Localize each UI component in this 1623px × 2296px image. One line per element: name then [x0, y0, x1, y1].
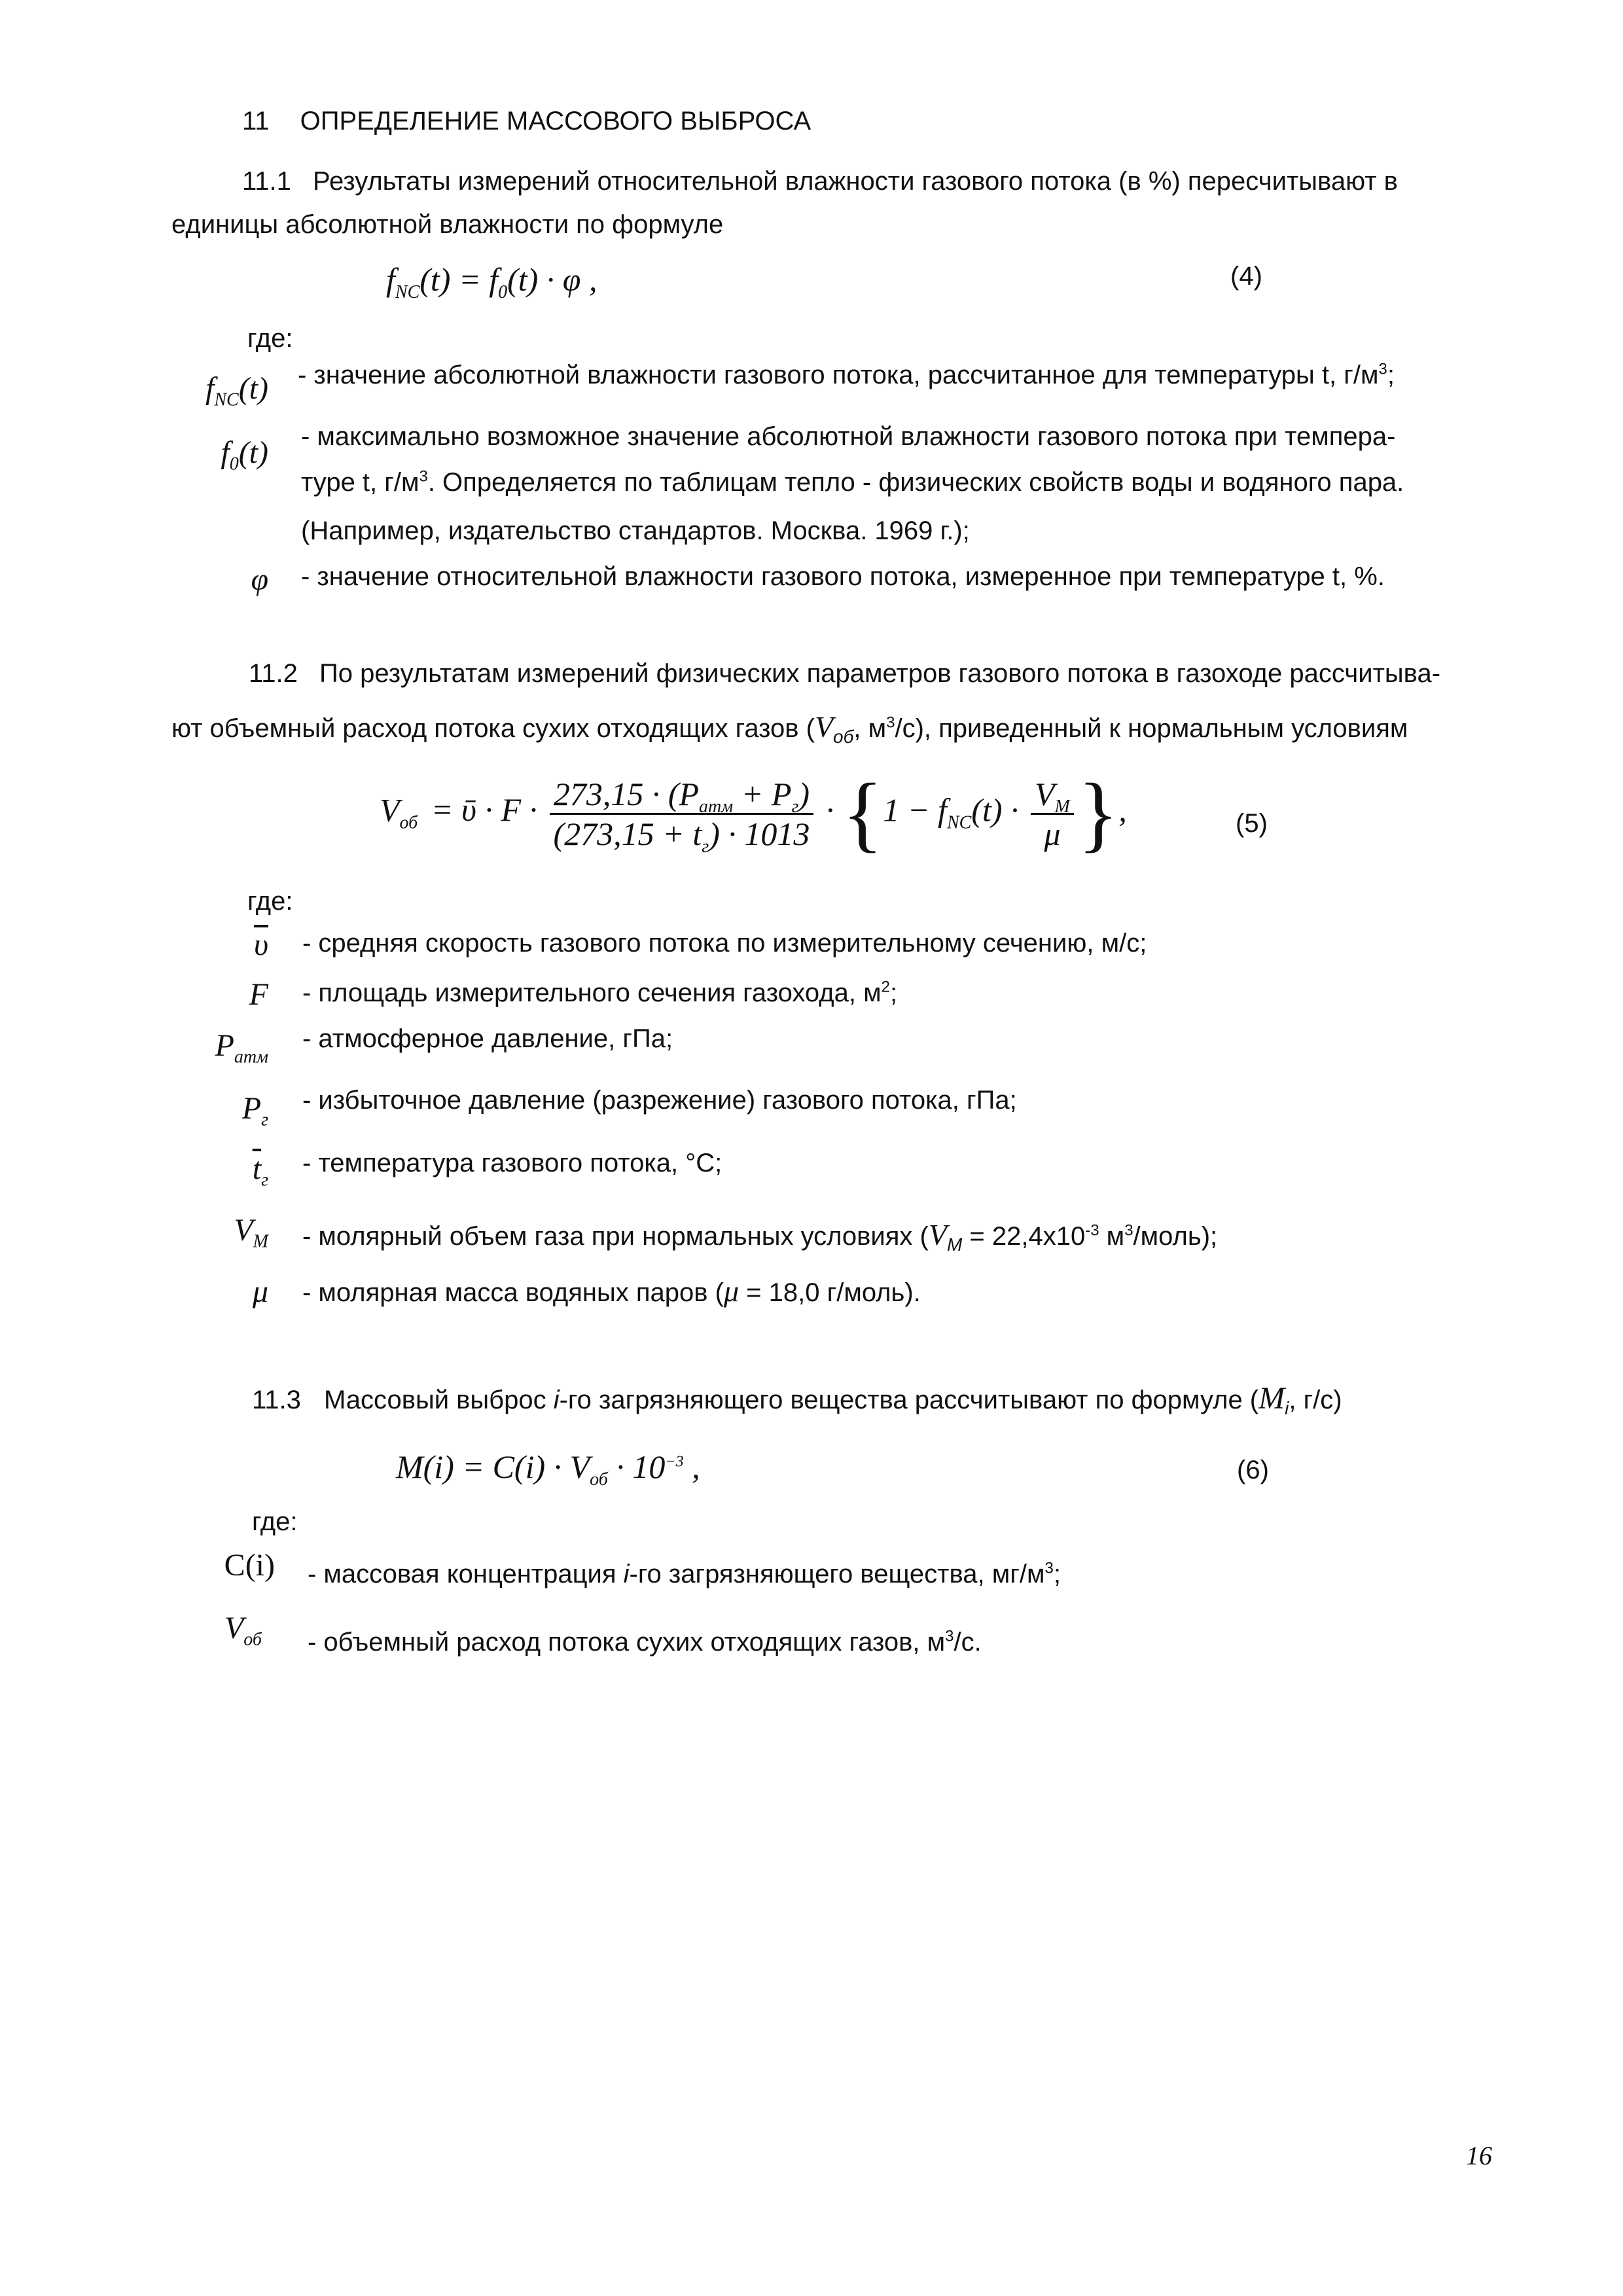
symbol-t-g: $\overline{t}_г$ — [252, 1151, 268, 1191]
equation-number-4: (4) — [1230, 262, 1262, 291]
section-title: ОПРЕДЕЛЕНИЕ МАССОВОГО ВЫБРОСА — [300, 107, 812, 135]
definition-area: - площадь измерительного сечения газохода, $м^2$; — [302, 978, 898, 1007]
paragraph-number: 11.1 — [242, 167, 291, 196]
symbol-c-i: C(i) — [224, 1548, 275, 1583]
definition-c-i: - массовая концентрация i-го загрязняющего вещества, $мг/м^3$; — [308, 1559, 1061, 1588]
definition-t-g: - температура газового потока, °С; — [302, 1149, 722, 1177]
definition-phi: - значение относительной влажности газового потока, измеренное при температуре t, %. — [301, 562, 1385, 591]
symbol-f-0: $f_0(t)$ — [221, 435, 268, 475]
paragraph-11-2-line2: ют объемный расход потока сухих отходящих газов ($V_{об}$, $м^3/с$), приведенный к нормальным условиям — [171, 710, 1408, 747]
paragraph-11-1-line1 — [242, 165, 1398, 198]
symbol-v-ob: $V_{об}$ — [224, 1611, 262, 1650]
formula-5-fraction-2: $\frac{V_M}{\mu}$ — [1031, 775, 1074, 853]
definition-f-nc: - значение абсолютной влажности газового потока, рассчитанное для температуры t, $г/м^3$; — [298, 360, 1395, 389]
section-heading — [242, 105, 811, 137]
paragraph-11-1-line2: единицы абсолютной влажности по формуле — [171, 210, 724, 239]
paragraph-11-2-line1: 11.2 По результатам измерений физических параметров газового потока в газоходе рассчитыва- — [249, 659, 1441, 688]
symbol-p-g: $P_г$ — [241, 1091, 268, 1130]
paragraph-number: 11.2 — [249, 659, 298, 688]
paragraph-11-3: 11.3 Массовый выброс i-го загрязняющего вещества рассчитывают по формуле ($M_i$, г/с) — [252, 1381, 1342, 1418]
definition-f-0-line3: (Например, издательство стандартов. Москва. 1969 г.); — [301, 516, 970, 545]
definition-mu: - молярная масса водяных паров (μ = 18,0 г/моль). — [302, 1274, 921, 1308]
symbol-f-nc: $f_{NC}(t)$ — [205, 371, 268, 410]
definition-p-g: - избыточное давление (разрежение) газового потока, гПа; — [302, 1086, 1017, 1115]
equation-number-5: (5) — [1236, 809, 1268, 838]
definition-f-0-line1: - максимально возможное значение абсолютной влажности газового потока при темпера- — [301, 422, 1396, 451]
symbol-phi: φ — [251, 562, 268, 597]
symbol-mu: μ — [252, 1274, 268, 1309]
page-number: 16 — [1466, 2141, 1492, 2170]
symbol-area: F — [249, 977, 268, 1012]
symbol-p-atm: $P_{атм}$ — [215, 1028, 268, 1067]
symbol-velocity: $\overline{\upsilon}$ — [253, 927, 268, 962]
formula-5: $V_{об}$ = ῡ · F · $\frac{273,15 \cdot (P_{атм} + P_г)}{(273,15 + t_г) \cdot 1013}$ · {$1 - f_{NC}(t)$ · $\frac{V_M}{\mu}$ }, — [380, 766, 1127, 861]
where-label: где: — [247, 887, 293, 916]
where-label: где: — [247, 324, 293, 353]
definition-p-atm: - атмосферное давление, гПа; — [302, 1024, 673, 1053]
formula-5-fraction-1: $\frac{273,15 \cdot (P_{атм} + P_г)}{(273,15 + t_г) \cdot 1013}$ — [550, 775, 814, 853]
equation-number-6: (6) — [1237, 1456, 1269, 1484]
symbol-v-m: $V_M$ — [234, 1213, 268, 1252]
section-number: 11 — [242, 107, 270, 135]
formula-4: $f_{NC}(t) = f_0(t) \cdot \varphi$ , — [386, 261, 597, 302]
formula-6: $M(i) = C(i) \cdot V_{об} \cdot 10^{-3}$ , — [396, 1448, 700, 1490]
paragraph-text: Результаты измерений относительной влажности газового потока (в %) пересчитывают в — [313, 167, 1398, 196]
definition-velocity: - средняя скорость газового потока по измерительному сечению, м/с; — [302, 929, 1147, 958]
definition-v-ob: - объемный расход потока сухих отходящих газов, $м^3/с$. — [308, 1627, 982, 1657]
definition-f-0-line2: туре t, $г/м^3$. Определяется по таблицам тепло - физических свойств воды и водяного пара. — [301, 467, 1404, 497]
definition-v-m: - молярный объем газа при нормальных условиях ($V_M = 22,4х10^{-3}$ $м^3/моль$); — [302, 1218, 1218, 1255]
where-label: где: — [252, 1507, 298, 1536]
paragraph-number: 11.3 — [252, 1386, 301, 1414]
